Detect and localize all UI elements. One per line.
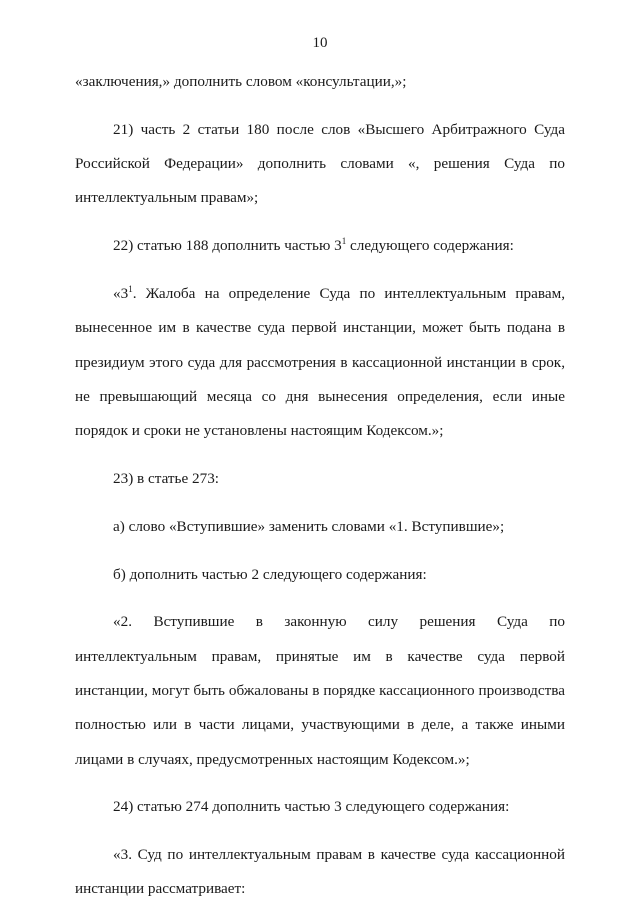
paragraph-subitem-a: а) слово «Вступившие» заменить словами «1. Вступившие»; xyxy=(113,517,505,535)
superscript: 1 xyxy=(341,236,347,247)
superscript: 1 xyxy=(128,283,133,294)
paragraph-item-23: 23) в статье 273: xyxy=(113,469,220,487)
paragraph-item-24: 24) статью 274 дополнить частью 3 следующего содержания: xyxy=(113,798,510,816)
paragraph-first-line: «2. Вступившие в законную силу решения Суда по xyxy=(113,613,565,631)
paragraph-text: 22) статью 188 дополнить частью 3 xyxy=(113,237,342,255)
paragraph-subitem-b: б) дополнить частью 2 следующего содержания: xyxy=(113,565,427,583)
paragraph-text: следующего содержания: xyxy=(346,237,514,255)
page-number: 10 xyxy=(312,35,328,51)
paragraph-item-22 xyxy=(75,229,565,263)
paragraph-text: «3 xyxy=(113,284,129,302)
paragraph-quote-3-1 xyxy=(75,277,565,448)
paragraph-item-21: 21) часть 2 статьи 180 после слов «Высшего Арбитражного Суда Российской Федерации» дополнить словами «, решения Суда по интеллектуальным правам»; xyxy=(75,120,565,207)
paragraph-quote-3: «3. Суд по интеллектуальным правам в качестве суда кассационной инстанции рассматривает: xyxy=(75,846,565,898)
paragraph-quote-2 xyxy=(75,605,565,776)
paragraph-rest: интеллектуальным правам, принятые им в качестве суда первой инстанции, могут быть обжалованы в порядке кассационного производства полностью или в части лицами, участвующими в деле, а также иными лицами в случаях, предусмотренных настоящим Кодексом.»; xyxy=(75,647,565,768)
document-body xyxy=(75,65,565,907)
paragraph-text: . Жалоба на определение Суда по интеллектуальным правам, вынесенное им в качестве суда первой инстанции, может быть подана в президиум этого суда для рассмотрения в кассационной инстанции в срок, не превышающий месяца со дня вынесения определения, если иные порядок и сроки не установлены настоящим Кодексом.»; xyxy=(75,284,565,440)
paragraph-continuation: «заключения,» дополнить словом «консультации,»; xyxy=(75,73,407,90)
